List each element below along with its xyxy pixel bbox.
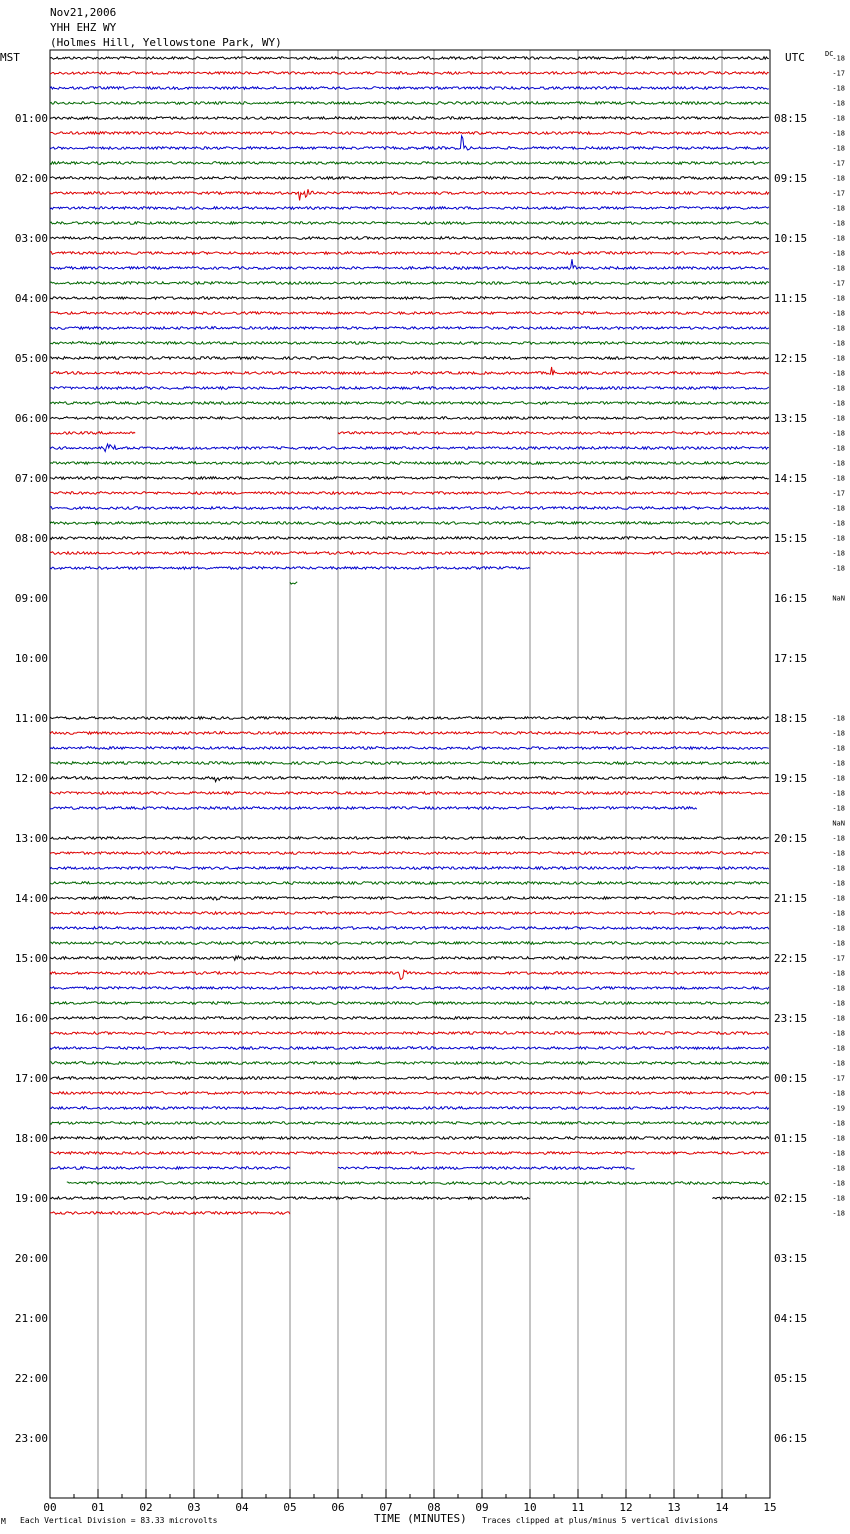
x-tick-label: 15 bbox=[763, 1501, 777, 1514]
left-hour-label: 12:00 bbox=[14, 772, 48, 785]
right-hour-label: 21:15 bbox=[774, 892, 808, 905]
right-hour-label: 06:15 bbox=[774, 1432, 808, 1445]
trace-line-row-8 bbox=[50, 177, 769, 180]
trace-line-row-26 bbox=[50, 444, 769, 452]
dc-offset-label: -18 bbox=[832, 444, 845, 453]
left-hour-label: 16:00 bbox=[14, 1012, 48, 1025]
trace-line-row-63 bbox=[50, 1002, 769, 1005]
dc-offset-label: -18 bbox=[832, 1179, 845, 1188]
trace-line-row-14 bbox=[50, 259, 769, 269]
dc-offset-label: -18 bbox=[832, 204, 845, 213]
dc-offset-label: -17 bbox=[832, 1074, 845, 1083]
dc-offset-label: -18 bbox=[832, 399, 845, 408]
dc-offset-label: -18 bbox=[832, 519, 845, 528]
dc-offset-label: -18 bbox=[832, 1119, 845, 1128]
right-hour-label: 19:15 bbox=[774, 772, 808, 785]
x-tick-label: 06 bbox=[331, 1501, 345, 1514]
dc-offset-label: -18 bbox=[832, 504, 845, 513]
right-hour-label: 12:15 bbox=[774, 352, 808, 365]
trace-line-row-25 bbox=[50, 432, 135, 435]
right-hour-label: 16:15 bbox=[774, 592, 808, 605]
dc-offset-label: -18 bbox=[832, 1014, 845, 1023]
dc-offset-label: -18 bbox=[832, 534, 845, 543]
x-tick-label: 13 bbox=[667, 1501, 681, 1514]
dc-offset-label: -18 bbox=[832, 414, 845, 423]
trace-line-row-52 bbox=[50, 837, 769, 840]
x-tick-label: 12 bbox=[619, 1501, 633, 1514]
right-hour-label: 13:15 bbox=[774, 412, 808, 425]
dc-offset-label: -18 bbox=[832, 909, 845, 918]
trace-line-row-76 bbox=[712, 1197, 768, 1199]
left-hour-label: 21:00 bbox=[14, 1312, 48, 1325]
trace-line-row-4 bbox=[50, 117, 769, 120]
left-hour-label: 17:00 bbox=[14, 1072, 48, 1085]
trace-line-row-66 bbox=[50, 1047, 769, 1050]
right-hour-label: 01:15 bbox=[774, 1132, 808, 1145]
dc-offset-label: -18 bbox=[832, 144, 845, 153]
header-date: Nov21,2006 bbox=[50, 6, 117, 19]
trace-line-row-25 bbox=[338, 432, 769, 435]
left-hour-label: 14:00 bbox=[14, 892, 48, 905]
left-hour-label: 04:00 bbox=[14, 292, 48, 305]
header-location: (Holmes Hill, Yellowstone Park, WY) bbox=[50, 36, 282, 49]
x-tick-label: 07 bbox=[379, 1501, 393, 1514]
left-hour-label: 09:00 bbox=[14, 592, 48, 605]
x-tick-label: 10 bbox=[523, 1501, 537, 1514]
trace-line-row-10 bbox=[50, 207, 769, 210]
trace-line-row-74 bbox=[338, 1167, 634, 1170]
trace-line-row-72 bbox=[50, 1137, 769, 1140]
dc-offset-label: -18 bbox=[832, 1134, 845, 1143]
trace-line-row-60 bbox=[50, 956, 769, 960]
trace-line-row-31 bbox=[50, 522, 769, 525]
left-hour-label: 22:00 bbox=[14, 1372, 48, 1385]
dc-offset-label: -18 bbox=[832, 1044, 845, 1053]
dc-offset-label: -17 bbox=[832, 279, 845, 288]
trace-line-row-48 bbox=[50, 777, 769, 782]
trace-line-row-13 bbox=[50, 252, 769, 255]
trace-line-row-56 bbox=[50, 896, 769, 900]
trace-line-row-23 bbox=[50, 402, 769, 405]
trace-line-row-1 bbox=[50, 72, 769, 75]
trace-line-row-77 bbox=[50, 1212, 290, 1215]
dc-offset-label: -17 bbox=[832, 489, 845, 498]
dc-offset-labels bbox=[832, 55, 845, 1218]
right-hour-label: 17:15 bbox=[774, 652, 808, 665]
x-tick-label: 04 bbox=[235, 1501, 249, 1514]
dc-offset-label: -18 bbox=[832, 1059, 845, 1068]
left-hour-label: 02:00 bbox=[14, 172, 48, 185]
dc-offset-label: -18 bbox=[832, 894, 845, 903]
trace-line-row-3 bbox=[50, 102, 769, 105]
right-hour-label: 10:15 bbox=[774, 232, 808, 245]
dc-offset-label: -18 bbox=[832, 1029, 845, 1038]
trace-line-row-15 bbox=[50, 282, 769, 285]
left-hour-label: 01:00 bbox=[14, 112, 48, 125]
right-hour-label: 18:15 bbox=[774, 712, 808, 725]
dc-offset-label: -18 bbox=[832, 879, 845, 888]
trace-line-row-0 bbox=[50, 57, 769, 60]
x-axis bbox=[43, 1489, 776, 1514]
trace-line-row-22 bbox=[50, 387, 769, 390]
dc-offset-label: -18 bbox=[832, 474, 845, 483]
trace-line-row-74 bbox=[50, 1167, 290, 1170]
trace-line-row-19 bbox=[50, 342, 769, 345]
dc-offset-label: -18 bbox=[832, 804, 845, 813]
trace-line-row-27 bbox=[50, 462, 769, 465]
trace-lines bbox=[50, 57, 769, 1215]
left-hour-label: 20:00 bbox=[14, 1252, 48, 1265]
dc-offset-label: -18 bbox=[832, 114, 845, 123]
dc-offset-label: -18 bbox=[832, 54, 845, 63]
trace-line-row-45 bbox=[50, 732, 769, 735]
right-timezone-label: UTC bbox=[785, 51, 805, 64]
left-hour-label: 08:00 bbox=[14, 532, 48, 545]
dc-offset-label: -18 bbox=[832, 1164, 845, 1173]
trace-line-row-33 bbox=[50, 552, 769, 555]
trace-line-row-73 bbox=[50, 1152, 769, 1155]
trace-line-row-24 bbox=[50, 417, 769, 420]
left-hour-label: 18:00 bbox=[14, 1132, 48, 1145]
right-hour-label: 08:15 bbox=[774, 112, 808, 125]
trace-line-row-68 bbox=[50, 1077, 769, 1080]
left-hour-label: 15:00 bbox=[14, 952, 48, 965]
trace-line-row-61 bbox=[50, 970, 769, 979]
trace-line-row-70 bbox=[50, 1107, 769, 1110]
trace-line-row-35 bbox=[290, 582, 297, 584]
right-hour-label: 22:15 bbox=[774, 952, 808, 965]
dc-offset-label: -18 bbox=[832, 999, 845, 1008]
right-hour-label: 15:15 bbox=[774, 532, 808, 545]
right-hour-label: 23:15 bbox=[774, 1012, 808, 1025]
dc-offset-label: -19 bbox=[832, 1104, 845, 1113]
trace-line-row-30 bbox=[50, 507, 769, 510]
dc-offset-label: -17 bbox=[832, 189, 845, 198]
trace-line-row-29 bbox=[50, 492, 769, 495]
trace-line-row-55 bbox=[50, 882, 769, 885]
trace-line-row-69 bbox=[50, 1092, 769, 1095]
dc-offset-label: -18 bbox=[832, 864, 845, 873]
trace-line-row-62 bbox=[50, 987, 769, 990]
dc-offset-label: -18 bbox=[832, 264, 845, 273]
trace-line-row-32 bbox=[50, 537, 769, 540]
dc-offset-label: -18 bbox=[832, 744, 845, 753]
trace-line-row-75 bbox=[67, 1182, 769, 1185]
dc-offset-label: -18 bbox=[832, 1194, 845, 1203]
trace-line-row-65 bbox=[50, 1032, 769, 1035]
dc-offset-label: -18 bbox=[832, 369, 845, 378]
dc-offset-label: -18 bbox=[832, 1089, 845, 1098]
dc-offset-label: -18 bbox=[832, 339, 845, 348]
dc-offset-label: -18 bbox=[832, 429, 845, 438]
dc-offset-label: -18 bbox=[832, 849, 845, 858]
trace-line-row-49 bbox=[50, 792, 769, 795]
dc-offset-label: -18 bbox=[832, 324, 845, 333]
trace-line-row-9 bbox=[50, 189, 769, 200]
trace-line-row-47 bbox=[50, 762, 769, 765]
dc-offset-label: -18 bbox=[832, 969, 845, 978]
dc-offset-label: -18 bbox=[832, 729, 845, 738]
dc-offset-label: -17 bbox=[832, 954, 845, 963]
dc-offset-label: -17 bbox=[832, 159, 845, 168]
scale-note: Each Vertical Division = 83.33 microvolts bbox=[20, 1516, 218, 1525]
dc-offset-label: -18 bbox=[832, 1149, 845, 1158]
x-axis-title: TIME (MINUTES) bbox=[374, 1512, 467, 1525]
trace-line-row-20 bbox=[50, 357, 769, 360]
dc-offset-label: -18 bbox=[832, 99, 845, 108]
right-hour-label: 02:15 bbox=[774, 1192, 808, 1205]
dc-offset-label: -18 bbox=[832, 354, 845, 363]
dc-offset-label: -18 bbox=[832, 714, 845, 723]
trace-line-row-54 bbox=[50, 867, 769, 870]
left-hour-label: 19:00 bbox=[14, 1192, 48, 1205]
trace-line-row-67 bbox=[50, 1062, 769, 1065]
dc-label: DC bbox=[825, 50, 834, 58]
dc-offset-label: -17 bbox=[832, 69, 845, 78]
x-tick-label: 05 bbox=[283, 1501, 297, 1514]
dc-offset-label: -18 bbox=[832, 549, 845, 558]
trace-line-row-44 bbox=[50, 717, 769, 720]
left-timezone-label: MST bbox=[0, 51, 20, 64]
dc-offset-label: -18 bbox=[832, 984, 845, 993]
dc-offset-label: -18 bbox=[832, 459, 845, 468]
trace-line-row-71 bbox=[50, 1122, 769, 1125]
dc-offset-label: -18 bbox=[832, 294, 845, 303]
left-hour-label: 11:00 bbox=[14, 712, 48, 725]
dc-offset-label: -18 bbox=[832, 219, 845, 228]
trace-line-row-53 bbox=[50, 852, 769, 855]
trace-line-row-16 bbox=[50, 297, 769, 300]
right-hour-label: 11:15 bbox=[774, 292, 808, 305]
dc-offset-label: -18 bbox=[832, 174, 845, 183]
x-tick-label: 00 bbox=[43, 1501, 57, 1514]
left-hour-label: 13:00 bbox=[14, 832, 48, 845]
x-tick-label: 14 bbox=[715, 1501, 729, 1514]
left-hour-label: 07:00 bbox=[14, 472, 48, 485]
dc-offset-label: -18 bbox=[832, 84, 845, 93]
trace-line-row-50 bbox=[50, 807, 697, 810]
right-hour-label: 03:15 bbox=[774, 1252, 808, 1265]
dc-offset-label: -18 bbox=[832, 774, 845, 783]
dc-offset-label: -18 bbox=[832, 564, 845, 573]
trace-line-row-18 bbox=[50, 327, 769, 330]
dc-offset-label: -18 bbox=[832, 759, 845, 768]
x-tick-label: 11 bbox=[571, 1501, 585, 1514]
left-hour-label: 05:00 bbox=[14, 352, 48, 365]
dc-offset-label: NaN bbox=[832, 819, 845, 828]
trace-line-row-58 bbox=[50, 927, 769, 930]
right-hour-label: 20:15 bbox=[774, 832, 808, 845]
x-tick-label: 02 bbox=[139, 1501, 153, 1514]
trace-line-row-5 bbox=[50, 132, 769, 135]
x-tick-label: 08 bbox=[427, 1501, 441, 1514]
x-tick-label: 09 bbox=[475, 1501, 489, 1514]
dc-offset-label: -18 bbox=[832, 1209, 845, 1218]
right-hour-label: 04:15 bbox=[774, 1312, 808, 1325]
right-hour-label: 14:15 bbox=[774, 472, 808, 485]
trace-line-row-21 bbox=[50, 367, 769, 375]
right-hour-label: 09:15 bbox=[774, 172, 808, 185]
clip-note: Traces clipped at plus/minus 5 vertical divisions bbox=[482, 1516, 719, 1525]
trace-line-row-7 bbox=[50, 162, 769, 165]
dc-offset-label: -18 bbox=[832, 234, 845, 243]
dc-offset-label: -18 bbox=[832, 309, 845, 318]
trace-line-row-6 bbox=[50, 136, 769, 150]
dc-offset-label: -18 bbox=[832, 834, 845, 843]
dc-offset-label: -18 bbox=[832, 384, 845, 393]
left-hour-label: 06:00 bbox=[14, 412, 48, 425]
trace-line-row-64 bbox=[50, 1017, 769, 1020]
x-tick-label: 03 bbox=[187, 1501, 201, 1514]
dc-offset-label: -18 bbox=[832, 939, 845, 948]
trace-line-row-57 bbox=[50, 912, 769, 915]
left-hour-label: 10:00 bbox=[14, 652, 48, 665]
dc-offset-label: -18 bbox=[832, 249, 845, 258]
trace-line-row-17 bbox=[50, 312, 769, 315]
trace-line-row-46 bbox=[50, 747, 769, 750]
trace-line-row-2 bbox=[50, 87, 769, 90]
trace-line-row-12 bbox=[50, 237, 769, 240]
left-hour-label: 03:00 bbox=[14, 232, 48, 245]
left-hour-label: 23:00 bbox=[14, 1432, 48, 1445]
right-hour-label: 05:15 bbox=[774, 1372, 808, 1385]
right-hour-label: 00:15 bbox=[774, 1072, 808, 1085]
dc-offset-label: NaN bbox=[832, 594, 845, 603]
dc-offset-label: -18 bbox=[832, 129, 845, 138]
corner-mark: M bbox=[1, 1517, 6, 1526]
dc-offset-label: -18 bbox=[832, 789, 845, 798]
dc-offset-label: -18 bbox=[832, 924, 845, 933]
trace-line-row-59 bbox=[50, 942, 769, 945]
trace-line-row-11 bbox=[50, 222, 769, 225]
header-station: YHH EHZ WY bbox=[50, 21, 117, 34]
x-tick-label: 01 bbox=[91, 1501, 105, 1514]
trace-line-row-28 bbox=[50, 477, 769, 480]
